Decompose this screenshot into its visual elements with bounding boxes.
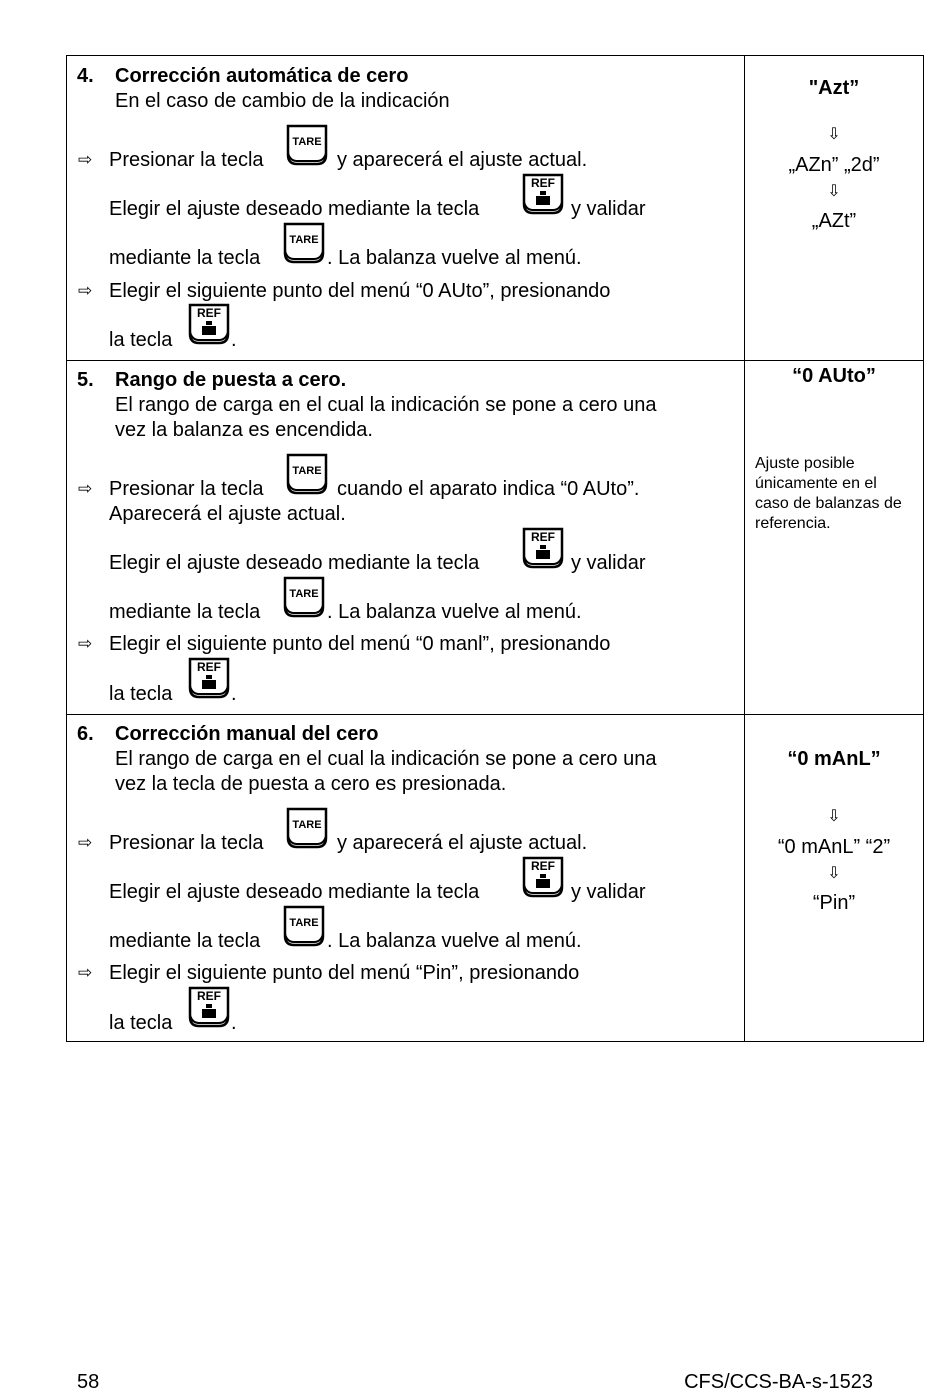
- step-text: cuando el aparato indica “0 AUto”.: [337, 478, 640, 500]
- ref-key-icon: [187, 302, 231, 346]
- step-text: Presionar la tecla: [109, 832, 264, 854]
- step-text: . La balanza vuelve al menú.: [327, 930, 582, 952]
- step-text: la tecla: [109, 683, 173, 705]
- ref-key-icon: [521, 526, 565, 570]
- down-arrow-icon: ⇩: [827, 183, 841, 200]
- tare-key-icon: [282, 221, 326, 265]
- section-row: [67, 56, 923, 361]
- section-row: [67, 360, 923, 715]
- setting-code: “0 AUto”: [792, 365, 876, 387]
- step-text: Presionar la tecla: [109, 149, 264, 171]
- section-title: Rango de puesta a cero.: [115, 369, 347, 391]
- step-arrow: ⇨: [78, 479, 93, 498]
- setting-note: Ajuste posible únicamente en el caso de balanzas de referencia.: [755, 455, 902, 532]
- svg-text:TARE: TARE: [292, 465, 322, 477]
- section-number: 4.: [77, 65, 94, 87]
- step-text: y validar: [571, 198, 646, 220]
- step-arrow: ⇨: [78, 833, 93, 852]
- ref-key-icon: [187, 656, 231, 700]
- page-number: 58: [77, 1371, 100, 1393]
- svg-text:REF: REF: [197, 989, 221, 1003]
- svg-text:TARE: TARE: [289, 234, 319, 246]
- step-text: Elegir el siguiente punto del menú “Pin”, presionando: [109, 962, 580, 984]
- section-description: El rango de carga en el cual la indicación se pone a cero una: [115, 394, 657, 416]
- step-text: Presionar la tecla: [109, 478, 264, 500]
- down-arrow-icon: ⇩: [827, 865, 841, 882]
- step-text: la tecla: [109, 1012, 173, 1034]
- section-description: El rango de carga en el cual la indicación se pone a cero una: [115, 748, 657, 770]
- document-id: CFS/CCS-BA-s-1523: [684, 1371, 873, 1393]
- setting-options: “Pin”: [812, 892, 856, 914]
- step-arrow: ⇨: [78, 281, 93, 300]
- svg-text:REF: REF: [197, 660, 221, 674]
- step-text: .: [231, 329, 237, 351]
- ref-key-icon: [521, 172, 565, 216]
- step-text: y validar: [571, 881, 646, 903]
- svg-text:TARE: TARE: [292, 819, 322, 831]
- step-text: mediante la tecla: [109, 601, 261, 623]
- step-text: . La balanza vuelve al menú.: [327, 247, 582, 269]
- step-text: Elegir el ajuste deseado mediante la tecla: [109, 198, 480, 220]
- tare-key-icon: [285, 452, 329, 496]
- step-text: Elegir el ajuste deseado mediante la tecla: [109, 881, 480, 903]
- column-divider: [744, 360, 745, 714]
- step-text: y validar: [571, 552, 646, 574]
- step-text: mediante la tecla: [109, 930, 261, 952]
- step-text: mediante la tecla: [109, 247, 261, 269]
- column-divider: [744, 56, 745, 360]
- step-text: Elegir el siguiente punto del menú “0 manl”, presionando: [109, 633, 611, 655]
- tare-key-icon: [282, 904, 326, 948]
- tare-key-icon: [285, 123, 329, 167]
- setting-options: „AZn” „2d”: [788, 154, 880, 176]
- setting-code: “0 mAnL”: [787, 748, 881, 770]
- step-text: y aparecerá el ajuste actual.: [337, 149, 588, 171]
- step-text: Elegir el ajuste deseado mediante la tecla: [109, 552, 480, 574]
- step-text: Elegir el siguiente punto del menú “0 AUto”, presionando: [109, 280, 611, 302]
- setting-options: “0 mAnL” “2”: [777, 836, 891, 858]
- section-description: vez la balanza es encendida.: [115, 419, 373, 441]
- step-text: Aparecerá el ajuste actual.: [109, 503, 346, 525]
- svg-text:REF: REF: [531, 859, 555, 873]
- step-text: . La balanza vuelve al menú.: [327, 601, 582, 623]
- section-row: [67, 714, 923, 1042]
- ref-key-icon: [521, 855, 565, 899]
- section-description: vez la tecla de puesta a cero es presionada.: [115, 773, 507, 795]
- step-text: la tecla: [109, 329, 173, 351]
- svg-text:REF: REF: [197, 306, 221, 320]
- step-arrow: ⇨: [78, 963, 93, 982]
- step-text: .: [231, 683, 237, 705]
- step-arrow: ⇨: [78, 634, 93, 653]
- down-arrow-icon: ⇩: [827, 808, 841, 825]
- setting-options: „AZt”: [811, 210, 857, 232]
- tare-key-icon: [282, 575, 326, 619]
- step-text: y aparecerá el ajuste actual.: [337, 832, 588, 854]
- svg-text:REF: REF: [531, 176, 555, 190]
- setting-code: "Azt”: [808, 77, 860, 99]
- section-description: En el caso de cambio de la indicación: [115, 90, 450, 112]
- section-number: 6.: [77, 723, 94, 745]
- step-text: .: [231, 1012, 237, 1034]
- tare-key-icon: [285, 806, 329, 850]
- down-arrow-icon: ⇩: [827, 126, 841, 143]
- ref-key-icon: [187, 985, 231, 1029]
- settings-table: [66, 55, 924, 1042]
- svg-text:REF: REF: [531, 530, 555, 544]
- section-title: Corrección automática de cero: [115, 65, 409, 87]
- step-arrow: ⇨: [78, 150, 93, 169]
- section-number: 5.: [77, 369, 94, 391]
- section-title: Corrección manual del cero: [115, 723, 379, 745]
- svg-text:TARE: TARE: [292, 136, 322, 148]
- svg-text:TARE: TARE: [289, 588, 319, 600]
- svg-text:TARE: TARE: [289, 917, 319, 929]
